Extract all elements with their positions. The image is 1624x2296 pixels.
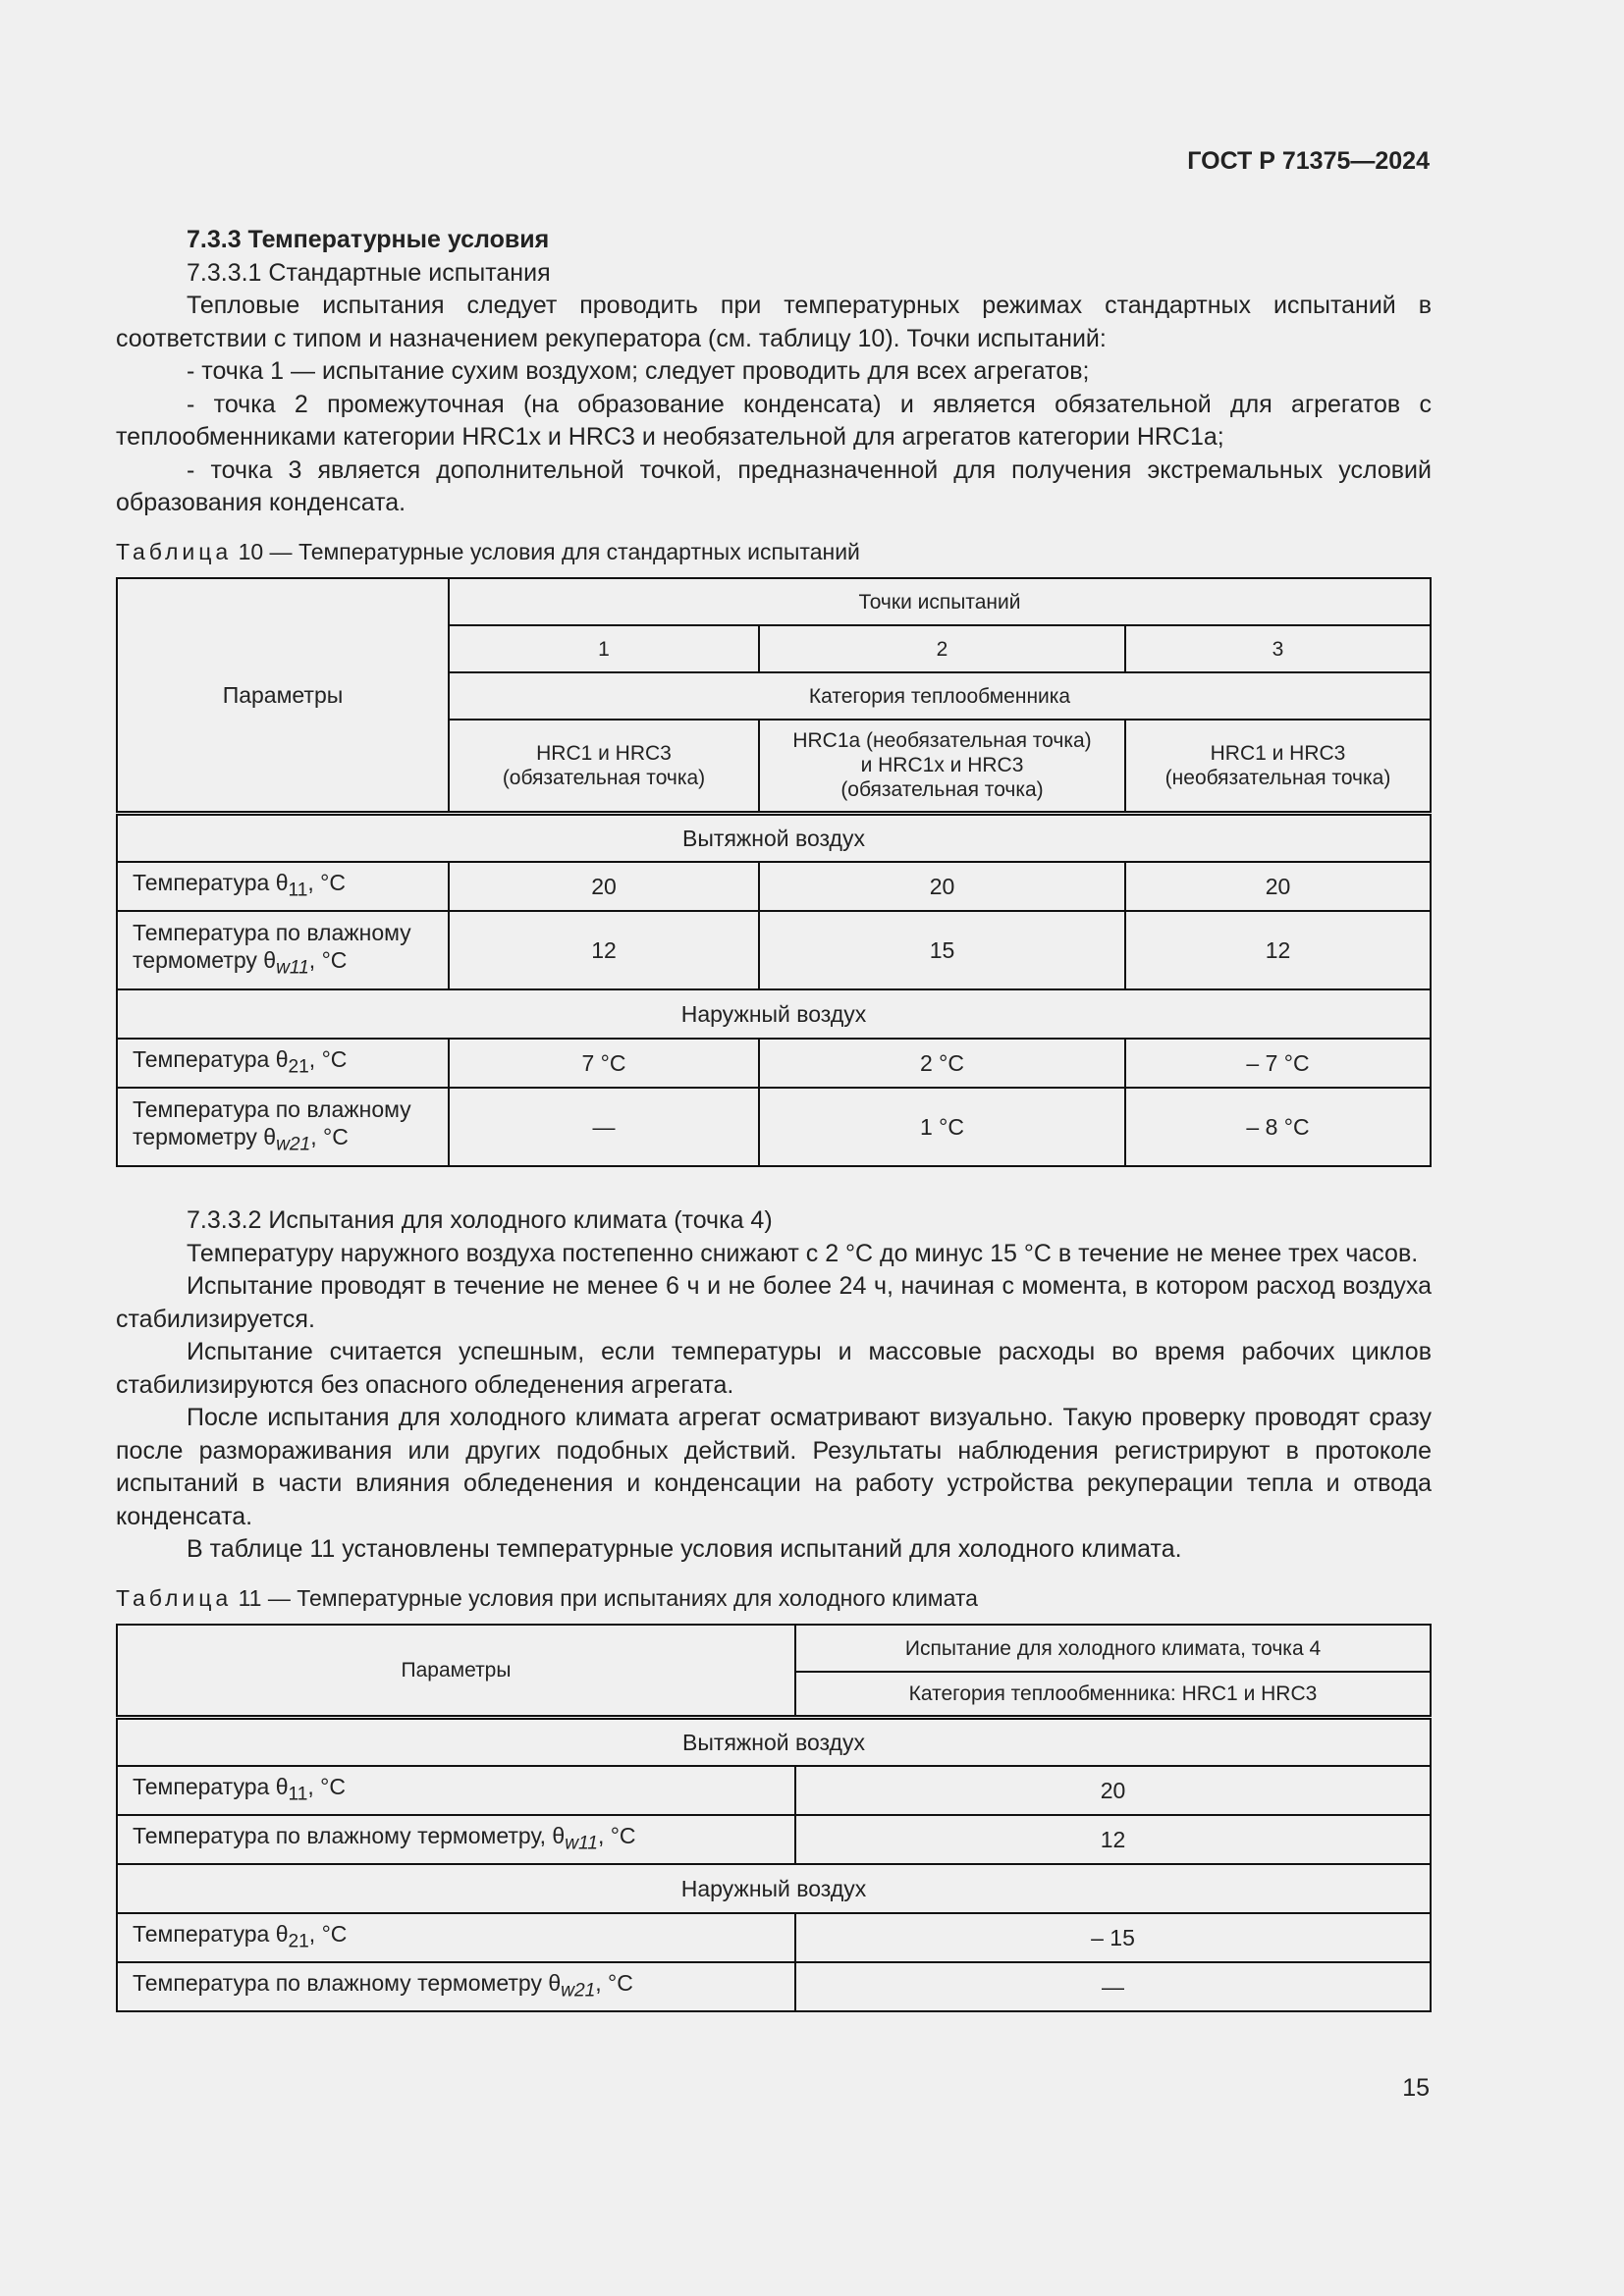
table-cell: 20 <box>759 862 1125 911</box>
category-header: Категория теплообменника: HRC1 и HRC3 <box>795 1672 1431 1717</box>
table-cell: 12 <box>449 911 759 989</box>
paragraph: Температуру наружного воздуха постепенно снижают с 2 °С до минус 15 °С в течение не менее трех часов. <box>187 1239 1419 1267</box>
paragraph: Тепловые испытания следует проводить при температурных режимах стандартных испытаний в соответствии с типом и назначением рекуператора (см. таблицу 10). Точки испытаний: <box>116 292 1432 352</box>
table-cell: – 15 <box>795 1913 1431 1962</box>
table-cell: 15 <box>759 911 1125 989</box>
section-heading: 7.3.3 Температурные условия <box>187 226 550 253</box>
point-number: 2 <box>759 625 1125 672</box>
page-number: 15 <box>1402 2074 1430 2102</box>
table-cell: 20 <box>449 862 759 911</box>
table-cell: — <box>795 1962 1431 2011</box>
table-row <box>117 1913 1431 1962</box>
section-row-outdoor: Наружный воздух <box>117 1864 1431 1913</box>
section2-subheading: 7.3.3.2 Испытания для холодного климата (точка 4) <box>187 1206 773 1234</box>
table-cell: 12 <box>1125 911 1431 989</box>
paragraph: Испытание считается успешным, если температуры и массовые расходы во время рабочих циклов стабилизируются без опасного обледенения агрегата. <box>116 1338 1432 1399</box>
section-subheading: 7.3.3.1 Стандартные испытания <box>187 258 551 287</box>
category-cell: HRC1 и HRC3 (обязательная точка) <box>449 720 759 813</box>
params-header: Параметры <box>117 1625 795 1717</box>
table-row <box>117 911 1431 989</box>
document-number: ГОСТ Р 71375—2024 <box>1187 147 1430 175</box>
paragraph: Испытание проводят в течение не менее 6 ч и не более 24 ч, начиная с момента, в котором расход воздуха стабилизируется. <box>116 1272 1432 1333</box>
row-label: Температура по влажному термометру $\theta_{w21}$, °С <box>117 1962 795 2011</box>
row-label: Температура $\theta_{21}$, °С <box>117 1913 795 1962</box>
table-cell: 2 °С <box>759 1039 1125 1088</box>
category-header: Категория теплообменника <box>449 672 1431 720</box>
table-row <box>117 1088 1431 1166</box>
list-item: - точка 2 промежуточная (на образование конденсата) и является обязательной для агрегатов с теплообменниками категории HRC1x и HRC3 и необязательной для агрегатов категории HRC1a; <box>116 390 1432 451</box>
category-cell: HRC1 и HRC3 (необязательная точка) <box>1125 720 1431 813</box>
table-cell: — <box>449 1088 759 1166</box>
row-label: Температура по влажному термометру $\theta_{w21}$, °С <box>117 1088 449 1166</box>
row-label: Температура $\theta_{11}$, °С <box>117 1766 795 1815</box>
points-header: Точки испытаний <box>449 578 1431 625</box>
table-row <box>117 1815 1431 1864</box>
point-number: 3 <box>1125 625 1431 672</box>
table10-caption: Таблица 10 — Температурные условия для стандартных испытаний <box>116 538 860 564</box>
table11-caption: Таблица 11 — Температурные условия при испытаниях для холодного климата <box>116 1584 978 1611</box>
section-row-exhaust: Вытяжной воздух <box>117 1717 1431 1766</box>
paragraph: В таблице 11 установлены температурные условия испытаний для холодного климата. <box>187 1535 1182 1563</box>
paragraph: После испытания для холодного климата агрегат осматривают визуально. Такую проверку проводят сразу после размораживания или других подобных действий. Результаты наблюдения регистрируют в протоколе испытаний в части влияния обледенения и конденсации на работу устройства рекуперации тепла и отвода конденсата. <box>116 1404 1432 1530</box>
table-row <box>117 1039 1431 1088</box>
table-cell: 1 °С <box>759 1088 1125 1166</box>
point-number: 1 <box>449 625 759 672</box>
table-row <box>117 862 1431 911</box>
table-cell: 20 <box>795 1766 1431 1815</box>
table11 <box>116 1624 1432 2012</box>
list-item: - точка 1 — испытание сухим воздухом; следует проводить для всех агрегатов; <box>187 357 1090 385</box>
table-row <box>117 1766 1431 1815</box>
table-cell: – 8 °С <box>1125 1088 1431 1166</box>
test-header: Испытание для холодного климата, точка 4 <box>795 1625 1431 1672</box>
list-item: - точка 3 является дополнительной точкой, предназначенной для получения экстремальных условий образования конденсата. <box>116 455 1432 516</box>
table-cell: 20 <box>1125 862 1431 911</box>
row-label: Температура по влажному термометру, $\theta_{w11}$, °С <box>117 1815 795 1864</box>
section-row-outdoor: Наружный воздух <box>117 989 1431 1039</box>
page-content <box>116 224 1432 2012</box>
params-header: Параметры <box>117 578 449 813</box>
table-cell: – 7 °С <box>1125 1039 1431 1088</box>
table-row <box>117 1962 1431 2011</box>
category-cell: HRC1a (необязательная точка) и HRC1x и HRC3 (обязательная точка) <box>759 720 1125 813</box>
table-cell: 7 °С <box>449 1039 759 1088</box>
table-cell: 12 <box>795 1815 1431 1864</box>
row-label: Температура по влажному термометру $\theta_{w11}$, °С <box>117 911 449 989</box>
row-label: Температура $\theta_{21}$, °С <box>117 1039 449 1088</box>
row-label: Температура $\theta_{11}$, °С <box>117 862 449 911</box>
table10 <box>116 577 1432 1167</box>
section-row-exhaust: Вытяжной воздух <box>117 813 1431 862</box>
